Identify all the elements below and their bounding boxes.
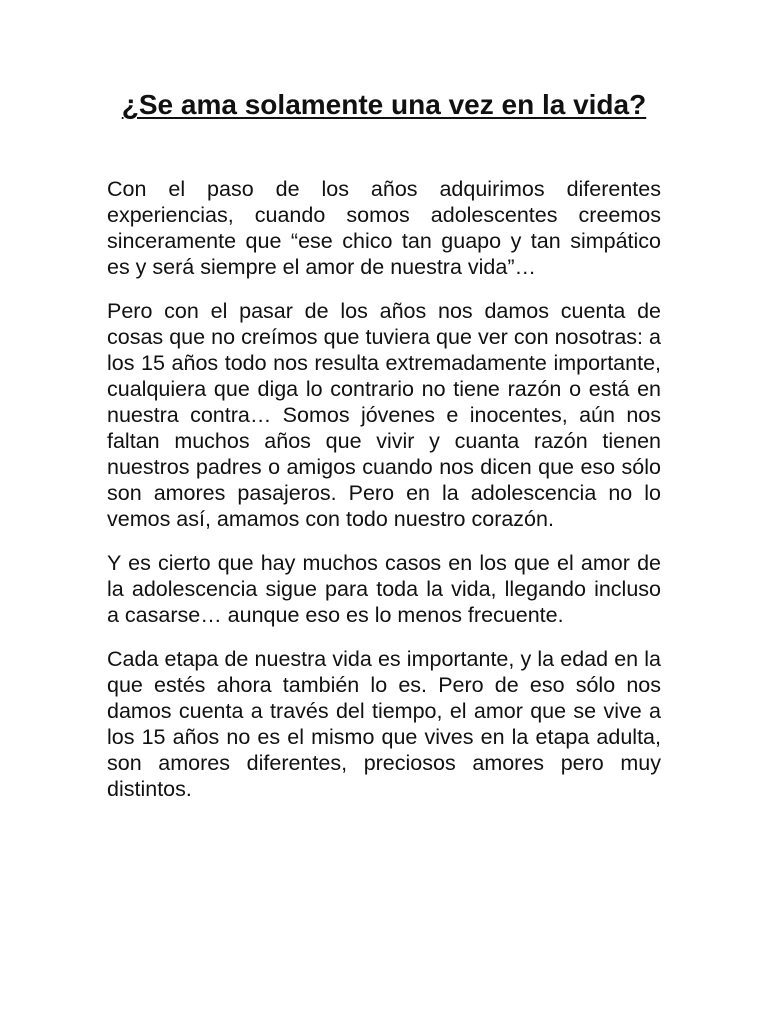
paragraph-2: Pero con el pasar de los años nos damos cuenta de cosas que no creímos que tuviera que ver con nosotras: a los 15 años todo nos resulta extremadamente importante, cualquiera que diga lo contrario no tiene razón o está en nuestra contra… Somos jóvenes e inocentes, aún nos faltan muchos años que vivir y cuanta razón tienen nuestros padres o amigos cuando nos dicen que eso sólo son amores pasajeros. Pero en la adolescencia no lo vemos así, amamos con todo nuestro corazón. [107, 299, 661, 531]
paragraph-4: Cada etapa de nuestra vida es importante, y la edad en la que estés ahora también lo es. Pero de eso sólo nos damos cuenta a través del tiempo, el amor que se vive a los 15 años no es el mismo que vives en la etapa adulta, son amores diferentes, preciosos amores pero muy distintos. [107, 647, 661, 801]
document-title: ¿Se ama solamente una vez en la vida? [121, 89, 647, 120]
paragraph-1: Con el paso de los años adquirimos diferentes experiencias, cuando somos adolescentes creemos sinceramente que “ese chico tan guapo y tan simpático es y será siempre el amor de nuestra vida”… [107, 177, 661, 279]
paragraph-3: Y es cierto que hay muchos casos en los que el amor de la adolescencia sigue para toda la vida, llegando incluso a casarse… aunque eso es lo menos frecuente. [107, 551, 661, 627]
document-body [107, 176, 661, 820]
